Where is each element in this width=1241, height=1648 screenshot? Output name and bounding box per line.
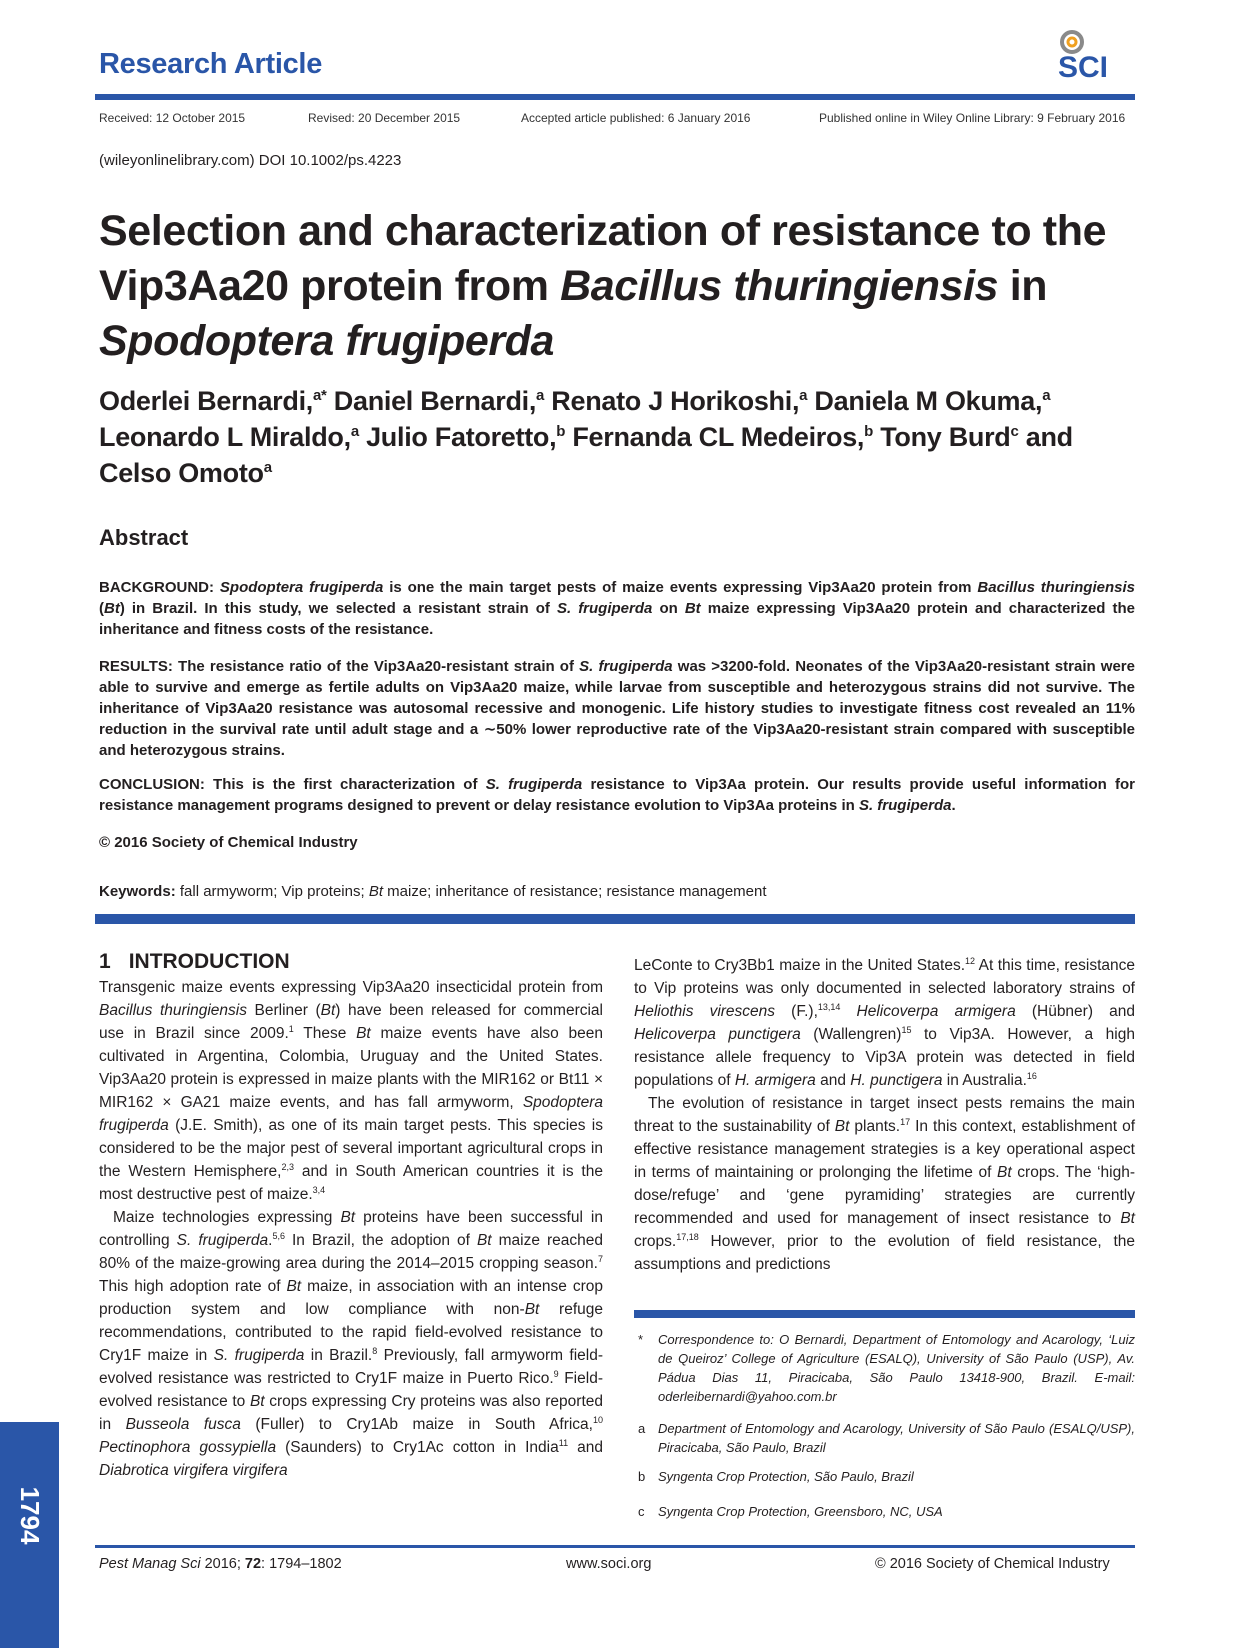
published-date: Published online in Wiley Online Library: 9 February 2016 — [819, 111, 1126, 125]
footnote-rule — [634, 1310, 1135, 1318]
author: Julio Fatoretto, — [366, 422, 557, 452]
author: Daniela M Okuma, — [814, 386, 1043, 416]
doi[interactable]: (wileyonlinelibrary.com) DOI 10.1002/ps.4223 — [99, 152, 402, 169]
author: Oderlei Bernardi, — [99, 386, 313, 416]
journal-citation: Pest Manag Sci 2016; 72: 1794–1802 — [99, 1556, 342, 1572]
author: Tony Burd — [880, 422, 1011, 452]
intro-heading: 1 INTRODUCTION — [99, 950, 290, 973]
affiliation-b: b Syngenta Crop Protection, São Paulo, Brazil — [638, 1469, 914, 1484]
author: Fernanda CL Medeiros, — [572, 422, 865, 452]
affiliation-a: a Department of Entomology and Acarology, University of São Paulo (ESALQ/USP), Piracicaba, São Paulo, Brazil — [638, 1421, 1135, 1455]
correspondence-footnote: * Correspondence to: O Bernardi, Department of Entomology and Acarology, ‘Luiz de Queiroz’ College of Agriculture (ESALQ), University of São Paulo (USP), Av. Pádua Dias 11, Piracicaba, São Paulo 13418-900, Brazil. E-mail: oderleibernardi@yahoo.com.br — [638, 1332, 1135, 1404]
intro-right-column: LeConte to Cry3Bb1 maize in the United States.$^{12}$ At this time, resistance to Vip proteins was only documented in selected laboratory strains of Heliothis virescens (F.),$^{13,14}$ Helicoverpa armigera (Hübner) and Helicoverpa punctigera (Wallengren)$^{15}$ to Vip3A. However, a high resistance allele frequency to Vip3A protein was detected in field populations of H. armigera and H. punctigera in Australia.$^{16}$ The evolution of resistance in target insect pests remains the main threat to the sustainability of Bt plants.$^{17}$ In this context, establishment of effective resistance management strategies is a key operational aspect in terms of maintaining or prolonging the lifetime of Bt crops. The ‘high-dose/refuge’ and ‘gene pyramiding’ strategies are currently recommended and used for management of insect resistance to Bt crops.$^{17,18}$ However, prior to the evolution of field resistance, the assumptions and predictions — [634, 955, 1136, 1273]
author-list: Oderlei Bernardi,$^{a*}$ Daniel Bernardi,$^a$ Renato J Horikoshi,$^a$ Daniela M Okuma,$^a$ Leonardo L Miraldo,$^a$ Julio Fatoretto,$^b$ Fernanda CL Medeiros,$^b$ Tony Burd$^c$ and Celso Omoto$^a$ — [99, 386, 1073, 488]
received-date: Received: 12 October 2015 — [99, 111, 246, 125]
affiliation-c: c Syngenta Crop Protection, Greensboro, NC, USA — [638, 1504, 943, 1519]
footer-copyright: © 2016 Society of Chemical Industry — [875, 1556, 1110, 1572]
abstract-copyright: © 2016 Society of Chemical Industry — [99, 834, 358, 851]
article-title: Selection and characterization of resistance to the Vip3Aa20 protein from Bacillus thuringiensis in Spodoptera frugiperda — [99, 207, 1107, 365]
page-number: 1794 — [15, 1486, 45, 1545]
abstract-background: BACKGROUND: Spodoptera frugiperda is one the main target pests of maize events expressing Vip3Aa20 protein from Bacillus thuringiensis (Bt) in Brazil. In this study, we selected a resistant strain of S. frugiperda on Bt maize expressing Vip3Aa20 protein and characterized the inheritance and fitness costs of the resistance. — [99, 579, 1136, 638]
sci-logo — [1050, 30, 1134, 82]
abstract-conclusion: CONCLUSION: This is the first characterization of S. frugiperda resistance to Vip3Aa protein. Our results provide useful information for resistance management programs designed to prevent or delay resistance evolution to Vip3Aa proteins in S. frugiperda. — [99, 776, 1135, 814]
accepted-date: Accepted article published: 6 January 2016 — [521, 111, 751, 125]
revised-date: Revised: 20 December 2015 — [308, 111, 461, 125]
intro-left-column: 1 INTRODUCTION Transgenic maize events expressing Vip3Aa20 insecticidal protein from Bacillus thuringiensis Berliner (Bt) have been released for commercial use in Brazil since 2009.$^1$ These Bt maize events have also been cultivated in Argentina, Colombia, Uruguay and the United States. Vip3Aa20 protein is expressed in maize plants with the MIR162 or Bt11 × MIR162 × GA21 maize events, and has fall armyworm, Spodoptera frugiperda (J.E. Smith), as one of its main target pests. This species is considered to be the major pest of several important agricultural crops in the Western Hemisphere,$^{2,3}$ and in South American countries it is the most destructive pest of maize.$^{3,4}$ Maize technologies expressing Bt proteins have been successful in controlling S. frugiperda.$^{5,6}$ In Brazil, the adoption of Bt maize reached 80% of the maize-growing area during the 2014–2015 cropping season.$^7$ This high adoption rate of Bt maize, in association with an intense crop production system and low compliance with non-Bt refuge recommendations, contributed to the rapid field-evolved resistance to Cry1F maize in S. frugiperda in Brazil.$^8$ Previously, fall armyworm field-evolved resistance was restricted to Cry1F maize in Puerto Rico.$^9$ Field-evolved resistance to Bt crops expressing Cry proteins was also reported in Busseola fusca (Fuller) to Cry1Ab maize in South Africa,$^{10}$ Pectinophora gossypiella (Saunders) to Cry1Ac cotton in India$^{11}$ and Diabrotica virgifera virgifera — [99, 950, 604, 1479]
header-rule — [95, 94, 1135, 100]
author: and Celso Omoto — [99, 422, 1073, 488]
author: Renato J Horikoshi, — [551, 386, 800, 416]
abstract-results: RESULTS: The resistance ratio of the Vip3Aa20-resistant strain of S. frugiperda was >3200-fold. Neonates of the Vip3Aa20-resistant strain were able to survive and emerge as fertile adults on Vip3Aa20 maize, while larvae from susceptible and heterozygous strains did not survive. The inheritance of Vip3Aa20 resistance was autosomal recessive and monogenic. Life history studies to investigate fitness cost revealed an 11% reduction in the survival rate until adult stage and a ∼50% lower reproductive rate of the Vip3Aa20-resistant strain compared with susceptible and heterozygous strains. — [99, 658, 1135, 759]
author: Leonardo L Miraldo, — [99, 422, 351, 452]
abstract-heading: Abstract — [99, 525, 189, 550]
author: Daniel Bernardi, — [333, 386, 537, 416]
website-link[interactable]: www.soci.org — [566, 1556, 652, 1572]
keywords: Keywords: fall armyworm; Vip proteins; Bt maize; inheritance of resistance; resistance management — [99, 883, 767, 900]
footer-rule — [95, 1545, 1135, 1548]
section-rule — [95, 914, 1135, 924]
article-type-heading: Research Article — [99, 48, 323, 80]
logo-text: SCI — [1058, 51, 1109, 82]
